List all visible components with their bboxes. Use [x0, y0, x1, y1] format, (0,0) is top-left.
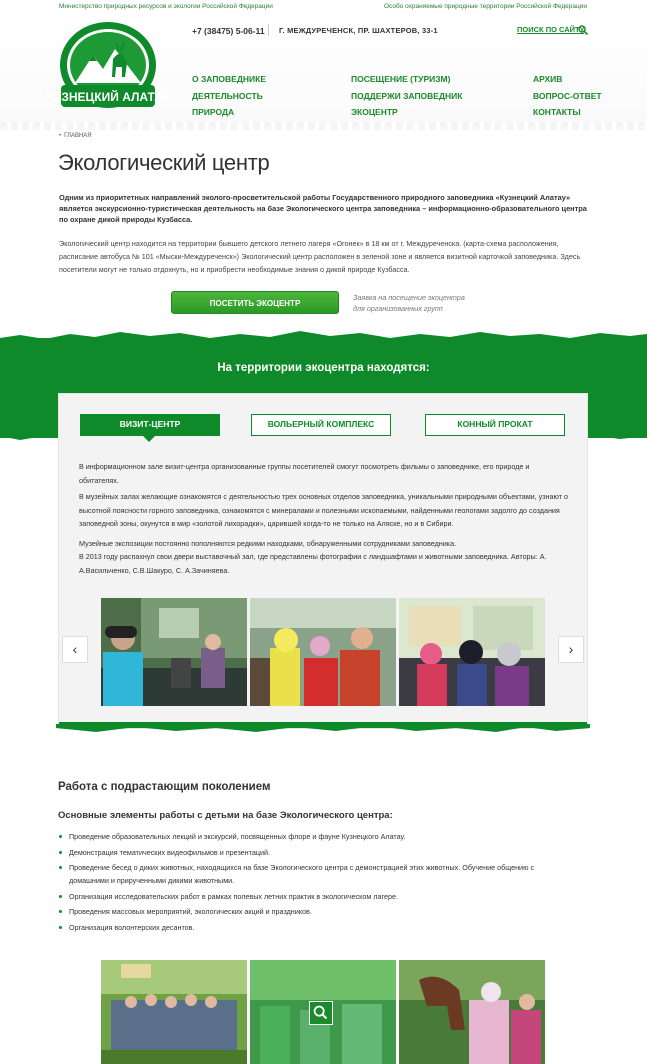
section-title: Работа с подрастающим поколением	[58, 781, 271, 793]
visit-note-line-2: для организованных групп	[353, 304, 443, 313]
ecocenter-tabs-card	[59, 394, 587, 728]
activity-list	[59, 830, 559, 936]
intro-bold-text: Одним из приоритетных направлений эколого-просветительской работы Государственного природного заповедника «Кузнецкий Алатау» является экскурсионно-туристическая деятельность на базе Экологического центра заповедника – информационно-образовательного центра по охране дикой природы Кузбасса.	[59, 193, 587, 224]
svg-text:КУЗНЕЦКИЙ АЛАТАУ: КУЗНЕЦКИЙ АЛАТАУ	[46, 90, 170, 104]
search-link[interactable]: ПОИСК ПО САЙТУ	[517, 25, 585, 34]
nav-item-archive[interactable]: АРХИВ	[533, 74, 563, 84]
tab-visit-center[interactable]: ВИЗИТ-ЦЕНТР	[80, 414, 220, 436]
site-header	[0, 14, 647, 124]
nav-column-2	[351, 71, 462, 121]
protected-areas-link[interactable]: Особо охраняемые природные территории Российской Федерации	[383, 3, 587, 10]
breadcrumb[interactable]: • ГЛАВНАЯ	[59, 133, 92, 139]
list-item: Организация исследовательских работ в рамках полевых летних практик в экологическом лагере.	[59, 890, 559, 903]
tab-horse-riding[interactable]: КОННЫЙ ПРОКАТ	[425, 414, 565, 436]
address: Г. МЕЖДУРЕЧЕНСК, ПР. ШАХТЕРОВ, 33-1	[279, 26, 438, 35]
card-torn-edge	[56, 722, 590, 736]
list-item: Проведение бесед о диких животных, находящихся на базе Экологического центра с демонстрацией этих животных. Обучение общению с домашними и прирученными дикими животными.	[59, 861, 559, 887]
section-subtitle: Основные элементы работы с детьми на базе Экологического центра:	[58, 810, 393, 821]
nav-column-3	[533, 71, 602, 121]
page-title: Экологический центр	[58, 150, 270, 175]
gallery-photo[interactable]	[101, 598, 247, 706]
gallery-next-button[interactable]: ›	[558, 636, 584, 663]
card-paragraph-2: В музейных залах желающие ознакомятся с деятельностью трех основных отделов заповедника, уникальными природными объектами, узнают о высотной поясности горного заповедника, ознакомятся с минералами и полезными ископаемыми, найденными геологами задолго до создания заповедной зоны, окунутся в мир «золотой лихорадки», царившей когда-то не только на Аляске, но и в Сибири.	[79, 492, 569, 528]
nav-item-ecocenter[interactable]: ЭКОЦЕНТР	[351, 107, 398, 117]
band-title: На территории экоцентра находятся:	[217, 362, 430, 374]
list-item: Демонстрация тематических видеофильмов и презентаций.	[59, 846, 559, 859]
gallery-prev-button[interactable]: ‹	[62, 636, 88, 663]
nav-item-contacts[interactable]: КОНТАКТЫ	[533, 107, 581, 117]
nav-column-1	[192, 71, 266, 121]
logo[interactable]	[46, 21, 170, 115]
card-paragraph-1: В информационном зале визит-центра организованные группы посетителей смогут посмотреть фильмы о заповеднике, его природе и обитателях.	[79, 462, 530, 485]
phone-number[interactable]: +7 (38475) 5-06-11	[192, 26, 265, 36]
list-item: Проведения массовых мероприятий, экологических акций и праздников.	[59, 905, 559, 918]
card-paragraph-3b: В 2013 году распахнул свои двери выставочный зал, где представлены фотографии с ландшафтами и животными заповедника. Авторы: А. А.Васильченко, С.В.Шакуро, С. А.Зачиняева.	[79, 552, 547, 575]
search-icon[interactable]	[578, 25, 588, 35]
nav-item-activity[interactable]: ДЕЯТЕЛЬНОСТЬ	[192, 90, 263, 101]
top-bar	[0, 0, 647, 14]
nav-item-nature[interactable]: ПРИРОДА	[192, 107, 235, 117]
gallery-photo[interactable]	[101, 960, 247, 1064]
tab-enclosure-complex[interactable]: ВОЛЬЕРНЫЙ КОМПЛЕКС	[251, 414, 391, 436]
gallery-photo[interactable]	[399, 598, 545, 706]
visit-request-note[interactable]	[353, 292, 465, 314]
card-paragraph-3a: Музейные экспозиции постоянно пополняются редкими находками, обнаруженными сотрудниками заповедника.	[79, 539, 457, 548]
visit-note-line-1: Заявка на посещение экоцентра	[353, 293, 465, 302]
nav-item-tourism[interactable]: ПОСЕЩЕНИЕ (ТУРИЗМ)	[351, 74, 451, 84]
gallery-photo[interactable]	[250, 598, 396, 706]
gallery-photo[interactable]	[399, 960, 545, 1064]
visit-ecocenter-button[interactable]: ПОСЕТИТЬ ЭКОЦЕНТР	[171, 291, 339, 314]
list-item: Проведение образовательных лекций и экскурсий, посвященных флоре и фауне Кузнецкого Алатау.	[59, 830, 559, 843]
ministry-link[interactable]: Министерство природных ресурсов и экологии Российской Федерации	[59, 3, 273, 10]
nav-item-faq[interactable]: ВОПРОС-ОТВЕТ	[533, 90, 602, 101]
nav-item-support[interactable]: ПОДДЕРЖИ ЗАПОВЕДНИК	[351, 90, 463, 101]
divider	[268, 24, 269, 36]
list-item: Организация волонтерских десантов.	[59, 921, 559, 934]
intro-text: Экологический центр находится на территории бывшего детского летнего лагеря «Огонек» в 18 км от г. Междуреченска. (карта-схема расположения, расписание автобуса № 101 «Мыски-Междуреченск») Экологический центр расположен в зеленой зоне и является визитной карточкой заповедника. Здесь посетители могут не только отдохнуть, но и приобрести необходимые знания о дикой природе Кузбасса.	[59, 239, 581, 274]
nav-item-about[interactable]: О ЗАПОВЕДНИКЕ	[192, 74, 267, 84]
zoom-icon[interactable]	[309, 1001, 333, 1025]
